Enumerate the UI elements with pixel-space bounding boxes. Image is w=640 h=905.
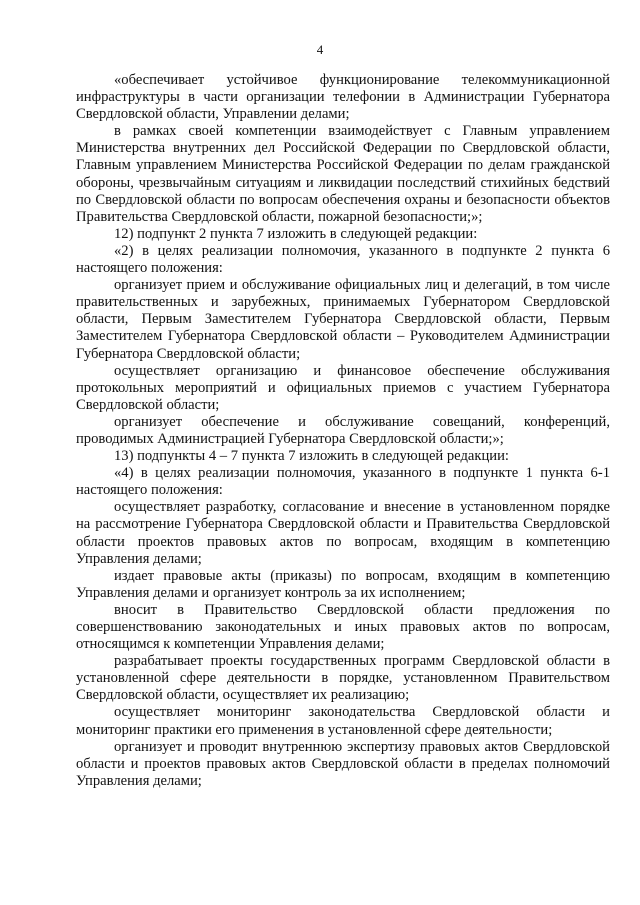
paragraph-6: осуществляет организацию и финансовое обеспечение обслуживания протокольных мероприятий и официальных приемов с участием Губернатора Свердловской области;: [76, 362, 610, 413]
paragraph-15: организует и проводит внутреннюю экспертизу правовых актов Свердловской области и проектов правовых актов Свердловской области в пределах полномочий Управления делами;: [76, 738, 610, 789]
paragraph-14: осуществляет мониторинг законодательства Свердловской области и мониторинг практики его применения в установленной сфере деятельности;: [76, 704, 610, 738]
paragraph-8: 13) подпункты 4 – 7 пункта 7 изложить в следующей редакции:: [114, 448, 509, 465]
paragraph-5: организует прием и обслуживание официальных лиц и делегаций, в том числе правительственных и зарубежных, принимаемых Губернатором Свердловской области, Первым Заместителем Губернатора Свердловской области, Первым Заместителем Губернатора Свердловской области – Руководителем Администрации Губернатора Свердловской области;: [76, 277, 610, 362]
document-body: [76, 72, 610, 790]
paragraph-1: «обеспечивает устойчивое функционирование телекоммуникационной инфраструктуры в части организации телефонии в Администрации Губернатора Свердловской области, Управлении делами;: [76, 72, 610, 123]
paragraph-9: «4) в целях реализации полномочия, указанного в подпункте 1 пункта 6-1 настоящего положения:: [76, 465, 610, 499]
paragraph-12: вносит в Правительство Свердловской области предложения по совершенствованию законодательных и иных правовых актов по вопросам, относящимся к компетенции Управления делами;: [76, 601, 610, 653]
paragraph-2: в рамках своей компетенции взаимодействует с Главным управлением Министерства внутренних дел Российской Федерации по Свердловской области, Главным управлением Министерства Российской Федерации по делам гражданской обороны, чрезвычайным ситуациям и ликвидации последствий стихийных бедствий по Свердловской области по вопросам обеспечения охраны и безопасности объектов Правительства Свердловской области, пожарной безопасности;»;: [76, 123, 610, 225]
paragraph-13: разрабатывает проекты государственных программ Свердловской области в установленной сфере деятельности в порядке, установленном Правительством Свердловской области, осуществляет их реализацию;: [76, 653, 610, 704]
paragraph-7: организует обеспечение и обслуживание совещаний, конференций, проводимых Администрацией Губернатора Свердловской области;»;: [76, 413, 610, 447]
paragraph-11: издает правовые акты (приказы) по вопросам, входящим в компетенцию Управления делами и организует контроль за их исполнением;: [76, 567, 610, 601]
paragraph-4: «2) в целях реализации полномочия, указанного в подпункте 2 пункта 6 настоящего положения:: [76, 242, 610, 277]
paragraph-3: 12) подпункт 2 пункта 7 изложить в следующей редакции:: [114, 225, 478, 242]
page-number: 4: [316, 42, 324, 57]
paragraph-10: осуществляет разработку, согласование и внесение в установленном порядке на рассмотрение Губернатора Свердловской области и Правительства Свердловской области проектов правовых актов по вопросам, входящим в компетенцию Управления делами;: [76, 499, 610, 567]
